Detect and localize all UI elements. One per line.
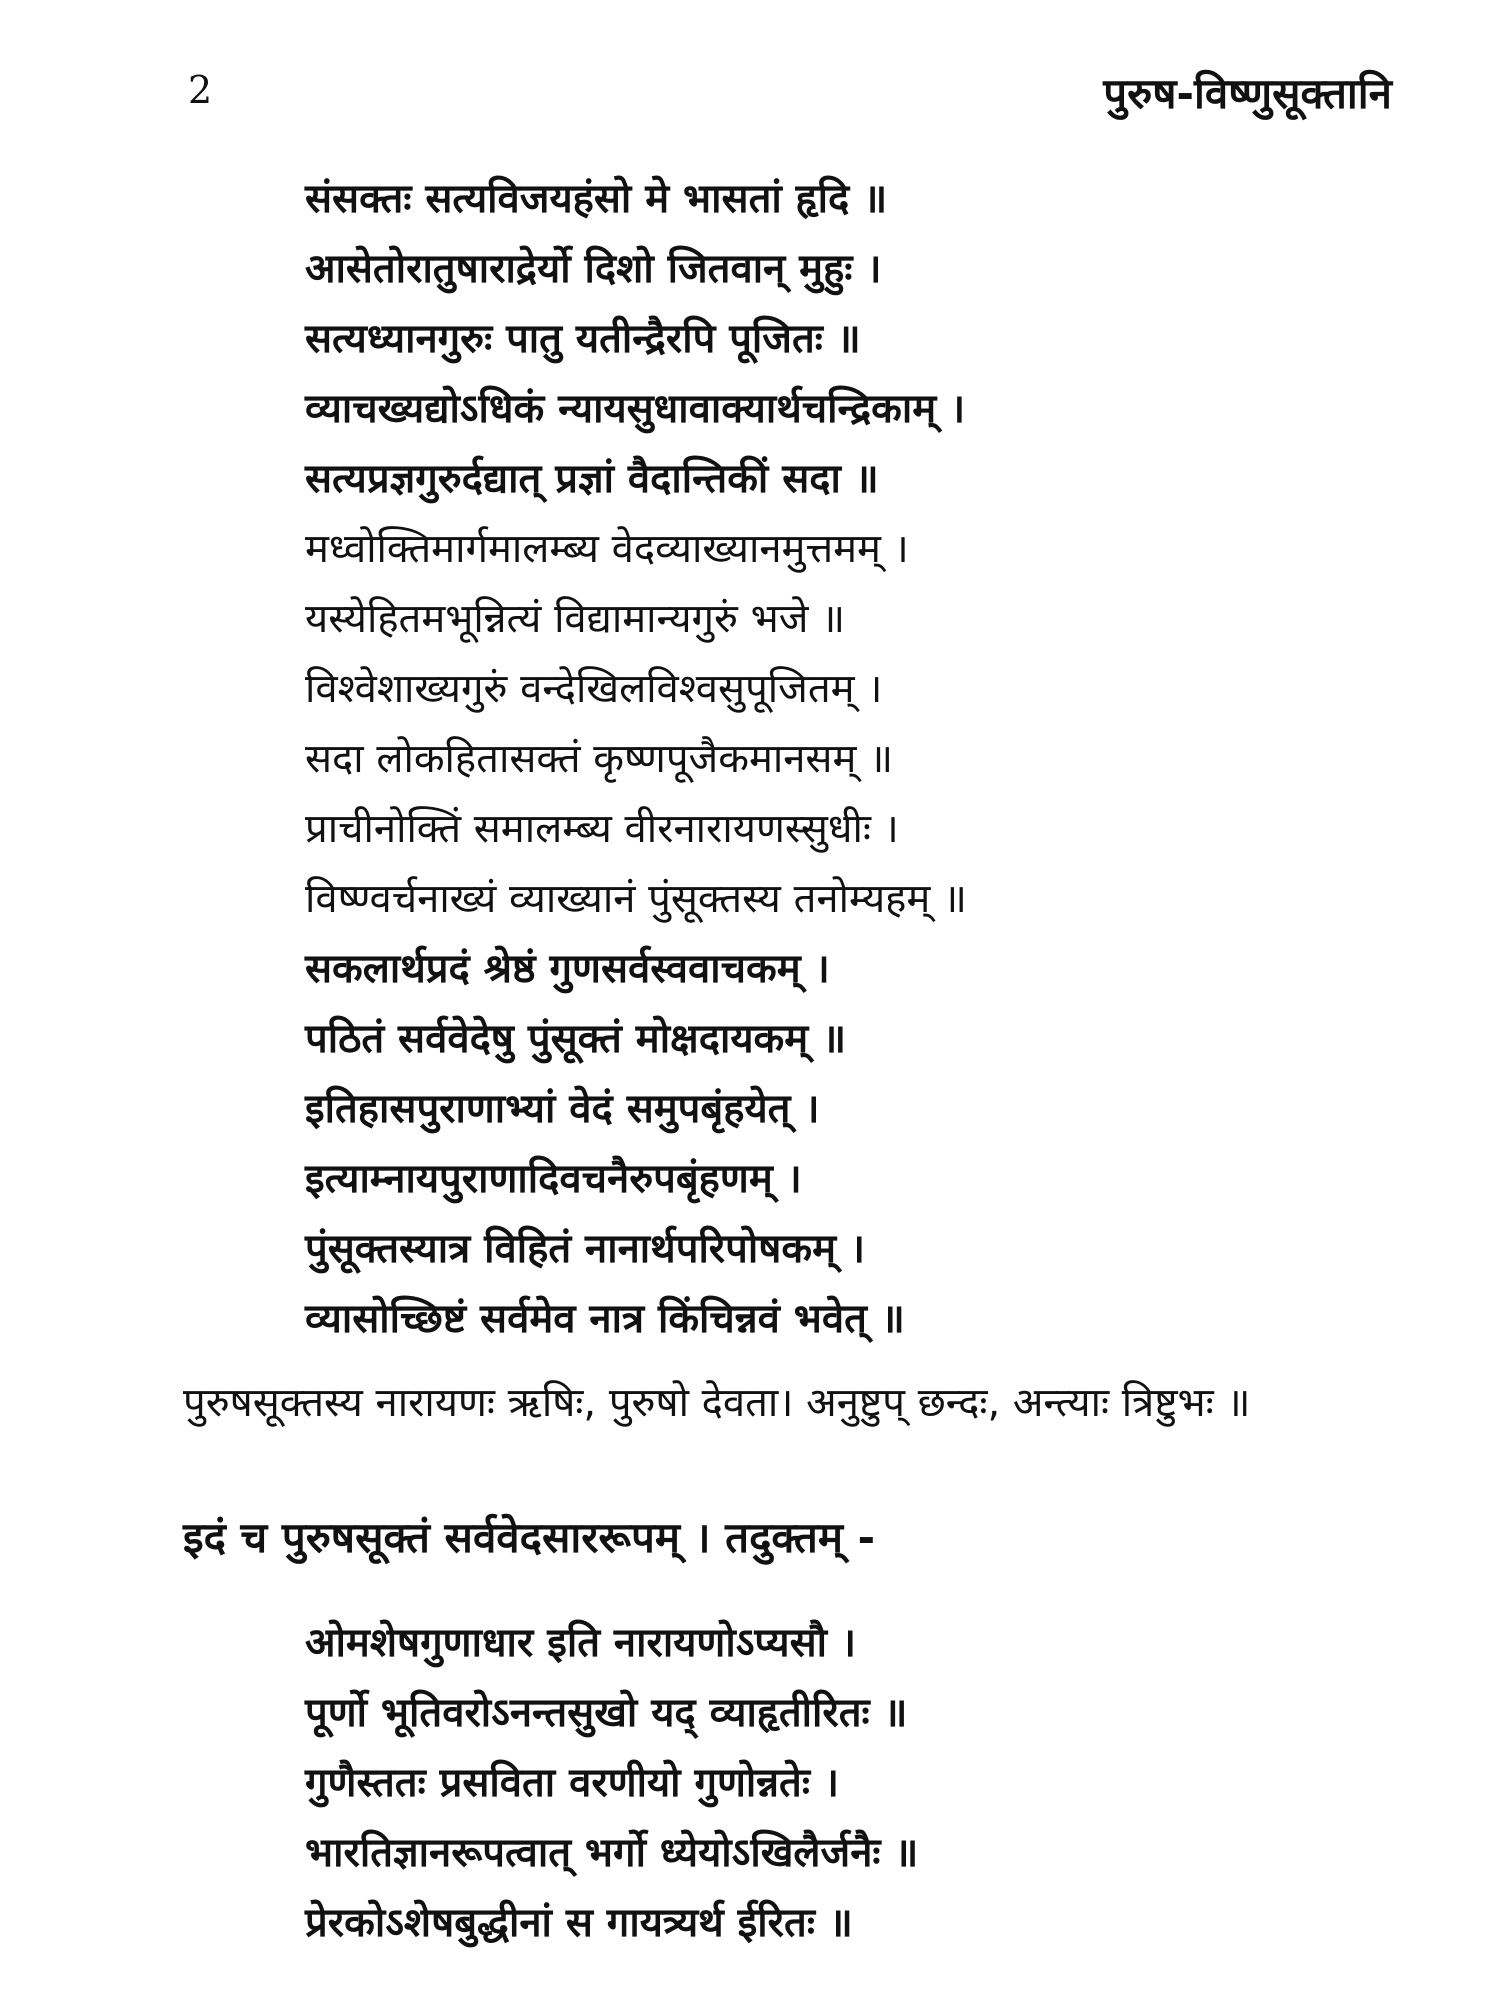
verse-line: विश्वेशाख्यगुरुं वन्देखिलविश्वसुपूजितम् ।	[305, 666, 883, 712]
verse-line: सत्यध्यानगुरुः पातु यतीन्द्रैरपि पूजितः ॥	[305, 316, 861, 362]
verse-block-invocation	[305, 164, 967, 1354]
verse-line: इत्याम्नायपुराणादिवचनैरुपबृंहणम् ।	[305, 1156, 802, 1202]
verse-line: प्राचीनोक्तिं समालम्ब्य वीरनारायणस्सुधीः ।	[305, 806, 899, 852]
verse-line: सकलार्थप्रदं श्रेष्ठं गुणसर्वस्ववाचकम् ।	[305, 946, 830, 992]
verse-line: मध्वोक्तिमार्गमालम्ब्य वेदव्याख्यानमुत्तमम् ।	[305, 526, 909, 572]
verse-line: सदा लोकहितासक्तं कृष्णपूजैकमानसम् ॥	[305, 736, 894, 782]
verse-line: संसक्तः सत्यविजयहंसो मे भासतां हृदि ॥	[305, 176, 888, 222]
verse-line: व्यासोच्छिष्टं सर्वमेव नात्र किंचिन्नवं भवेत् ॥	[305, 1296, 905, 1342]
verse-line: पूर्णो भूतिवरोऽनन्तसुखो यद् व्याहृतीरितः ॥	[305, 1690, 908, 1736]
verse-line: आसेतोरातुषाराद्रेर्यो दिशो जितवान् मुहुः ।	[305, 246, 882, 292]
verse-line: सत्यप्रज्ञगुरुर्दद्यात् प्रज्ञां वैदान्तिकीं सदा ॥	[305, 456, 879, 502]
sukta-metadata-paragraph: पुरुषसूक्तस्य नारायणः ऋषिः, पुरुषो देवता। अनुष्टुप् छन्दः, अन्त्याः त्रिष्टुभः ॥	[183, 1380, 1251, 1426]
verse-line: पठितं सर्ववेदेषु पुंसूक्तं मोक्षदायकम् ॥	[305, 1016, 847, 1062]
verse-line: भारतिज्ञानरूपत्वात् भर्गो ध्येयोऽखिलैर्जनैः ॥	[305, 1830, 919, 1876]
verse-line: गुणैस्ततः प्रसविता वरणीयो गुणोन्नतेः ।	[305, 1760, 840, 1806]
running-header-title: पुरुष-विष्णुसूक्तानि	[1103, 69, 1392, 118]
verse-line: प्रेरकोऽशेषबुद्धीनां स गायत्र्यर्थ ईरितः ॥	[305, 1900, 853, 1946]
verse-line: इतिहासपुराणाभ्यां वेदं समुपबृंहयेत् ।	[305, 1086, 820, 1132]
verse-block-gayatri	[305, 1608, 918, 1958]
verse-line: व्याचख्यद्योऽधिकं न्यायसुधावाक्यार्थचन्द्रिकाम् ।	[305, 386, 966, 432]
page-number: 2	[188, 68, 213, 112]
verse-line: ओमशेषगुणाधार इति नारायणोऽप्यसौ ।	[305, 1620, 857, 1666]
verse-line: पुंसूक्तस्यात्र विहितं नानार्थपरिपोषकम् ।	[305, 1226, 866, 1272]
verse-line: विष्ण्वर्चनाख्यं व्याख्यानं पुंसूक्तस्य तनोम्यहम् ॥	[305, 876, 967, 922]
verse-line: यस्येहितमभून्नित्यं विद्यामान्यगुरुं भजे ॥	[305, 596, 846, 642]
statement-heading: इदं च पुरुषसूक्तं सर्ववेदसाररूपम् । तदुक्तम् -	[183, 1513, 876, 1562]
